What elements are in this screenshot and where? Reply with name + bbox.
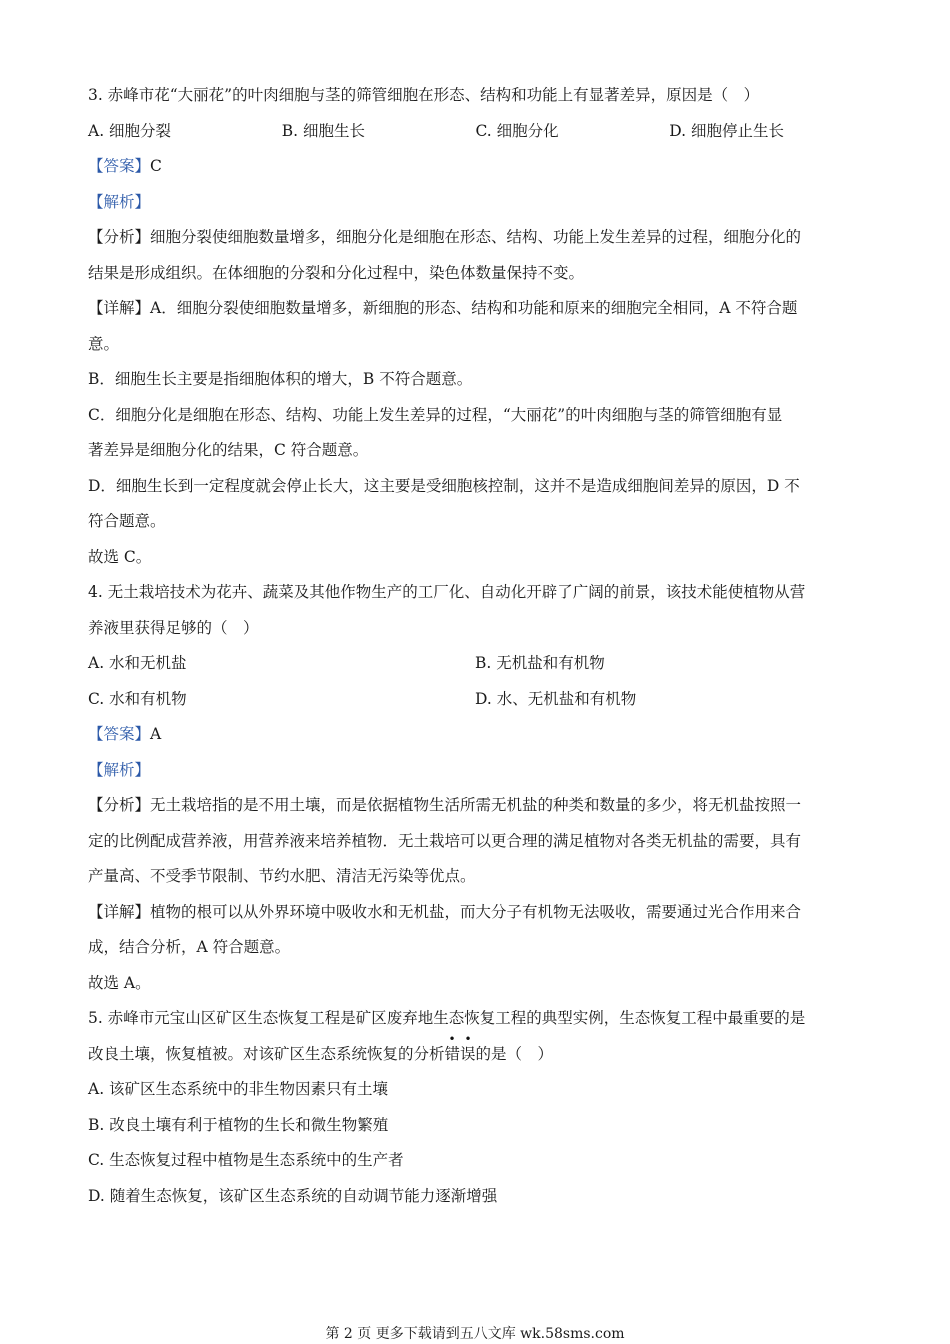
q3-answer-line (88, 149, 863, 185)
q4-xiangjie-line1 (88, 895, 863, 931)
q4-stem-line1: 4. 无土栽培技术为花卉、蔬菜及其他作物生产的工厂化、自动化开辟了广阔的前景，该技术能使植物从营 (88, 583, 806, 601)
page-footer: 第 2 页 更多下载请到五八文库 wk.58sms.com (325, 1326, 625, 1342)
q3-options (88, 114, 863, 150)
q4-option-c: C. 水和有机物 (88, 689, 187, 708)
q3-answer: C (150, 157, 162, 175)
q5-option-c: C. 生态恢复过程中植物是生态系统中的生产者 (88, 1151, 404, 1169)
q4-answer-tag: 【答案】 (88, 725, 151, 743)
q3-fenxi-line2: 结果是形成组织。在体细胞的分裂和分化过程中，染色体数量保持不变。 (88, 263, 585, 282)
q5-option-a: A. 该矿区生态系统中的非生物因素只有土壤 (88, 1080, 389, 1098)
q3-stem: 3. 赤峰市花“大丽花”的叶肉细胞与茎的筛管细胞在形态、结构和功能上有显著差异，原因是（ ） (88, 86, 760, 104)
q3-d-text2: 符合题意。 (88, 512, 166, 530)
q3-option-d: D. 细胞停止生长 (669, 121, 784, 140)
q5-option-b: B. 改良土壤有利于植物的生长和微生物繁殖 (88, 1115, 389, 1134)
q3-option-c: C. 细胞分化 (475, 121, 559, 140)
q3-fenxi-line1 (88, 220, 863, 256)
q3-answer-tag: 【答案】 (88, 157, 151, 175)
q5-emphasis-word (444, 1031, 476, 1073)
q5-stem-line1: 5. 赤峰市元宝山区矿区生态恢复工程是矿区废弃地生态恢复工程的典型实例，生态恢复工程中最重要的是 (88, 1009, 806, 1027)
q3-fenxi-tag: 【分析】 (88, 228, 151, 246)
q4-fenxi-line1 (88, 788, 863, 824)
q3-option-a: A. 细胞分裂 (88, 121, 172, 140)
q4-answer: A (150, 725, 162, 743)
q3-a-text2: 意。 (88, 334, 120, 353)
q4-answer-line (88, 717, 863, 753)
q4-xiangjie-tag: 【详解】 (88, 902, 151, 921)
q5-stem-post: 的是（ ） (475, 1044, 554, 1063)
q4-option-b: B. 无机盐和有机物 (475, 654, 605, 672)
q3-d-text1: D．细胞生长到一定程度就会停止长大，这主要是受细胞核控制，这并不是造成细胞间差异的原因，D 不 (88, 476, 800, 495)
q4-conclusion: 故选 A。 (88, 973, 151, 992)
q4-xiangjie-text1: 植物的根可以从外界环境中吸收水和无机盐，而大分子有机物无法吸收，需要通过光合作用来合 (150, 902, 802, 921)
document-page (88, 78, 863, 1214)
q4-option-a: A. 水和无机盐 (88, 654, 187, 672)
q4-options-row1 (88, 646, 863, 682)
q5-option-d: D. 随着生态恢复，该矿区生态系统的自动调节能力逐渐增强 (88, 1186, 498, 1205)
q3-c-text1: C．细胞分化是细胞在形态、结构、功能上发生差异的过程，“大丽花”的叶肉细胞与茎的筛管细胞有显 (88, 405, 783, 424)
q3-xiangjie-tag: 【详解】 (88, 299, 151, 317)
q5-emphasis-text: 错误 (444, 1044, 476, 1063)
q3-xiangjie-line1 (88, 291, 863, 327)
q4-option-d: D. 水、无机盐和有机物 (475, 689, 637, 708)
emphasis-dot-icon: • (448, 1031, 456, 1046)
q4-options-row2 (88, 682, 863, 718)
q4-fenxi-text1: 无土栽培指的是不用土壤，而是依据植物生活所需无机盐的种类和数量的多少，将无机盐按照一 (150, 796, 802, 814)
q5-stem-line2 (88, 1031, 863, 1073)
q4-fenxi-line2: 定的比例配成营养液，用营养液来培养植物．无土栽培可以更合理的满足植物对各类无机盐的需要，具有 (88, 831, 802, 850)
q3-conclusion: 故选 C。 (88, 547, 152, 566)
q3-b-text: B．细胞生长主要是指细胞体积的增大，B 不符合题意。 (88, 370, 473, 388)
emphasis-dot-icon: • (464, 1031, 472, 1046)
q3-option-b: B. 细胞生长 (281, 121, 365, 140)
q5-stem-pre: 改良土壤，恢复植被。对该矿区生态系统恢复的分析 (88, 1044, 445, 1063)
q3-analysis-tag: 【解析】 (88, 192, 151, 211)
q3-c-text2: 著差异是细胞分化的结果，C 符合题意。 (88, 441, 369, 459)
q3-a-text1: A．细胞分裂使细胞数量增多，新细胞的形态、结构和功能和原来的细胞完全相同，A 不符合题 (150, 299, 798, 317)
q4-stem-line2: 养液里获得足够的（ ） (88, 618, 259, 637)
q4-fenxi-tag: 【分析】 (88, 796, 151, 814)
q4-analysis-tag: 【解析】 (88, 760, 151, 779)
q3-fenxi-text1: 细胞分裂使细胞数量增多，细胞分化是细胞在形态、结构、功能上发生差异的过程，细胞分化的 (150, 228, 802, 246)
q4-fenxi-line3: 产量高、不受季节限制、节约水肥、清洁无污染等优点。 (88, 867, 476, 885)
q4-xiangjie-line2: 成，结合分析，A 符合题意。 (88, 938, 291, 956)
